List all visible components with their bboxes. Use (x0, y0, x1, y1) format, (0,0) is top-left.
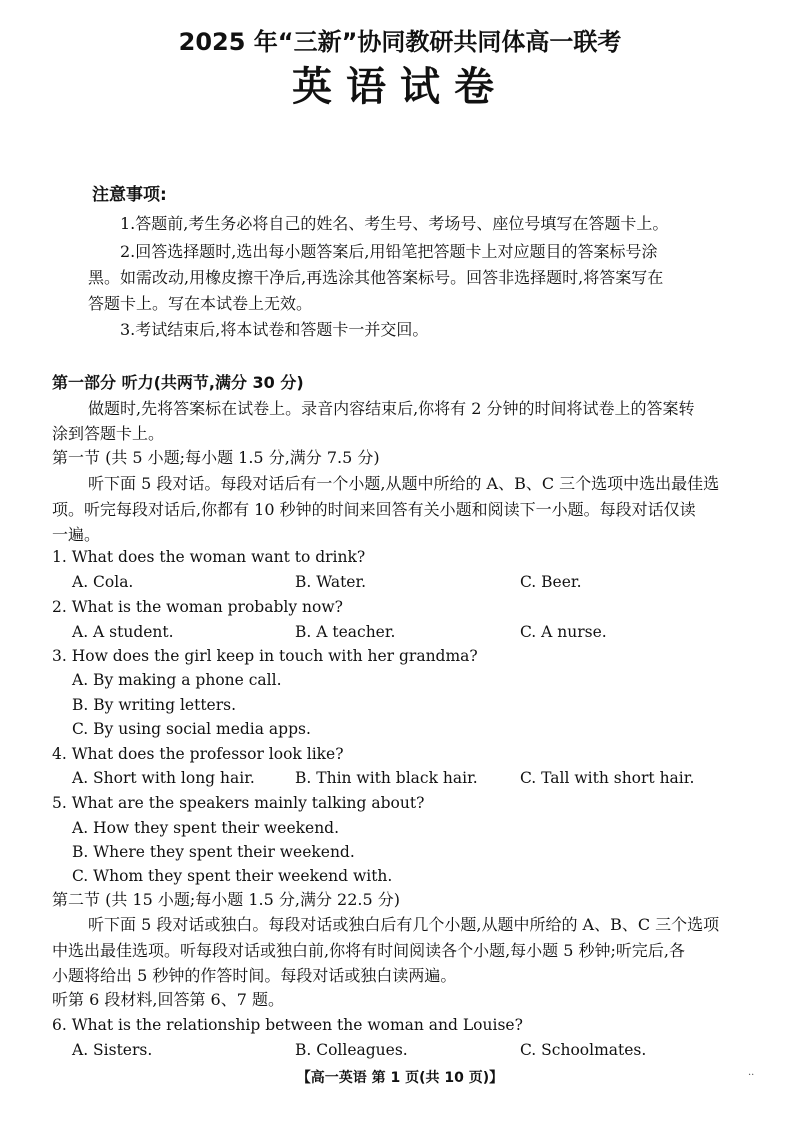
question-6-option-b: B. Colleagues. (295, 1041, 408, 1059)
question-4-option-a: A. Short with long hair. (72, 769, 255, 787)
question-5-option-b: B. Where they spent their weekend. (72, 843, 355, 861)
part1-intro-line-1: 做题时,先将答案标在试卷上。录音内容结束后,你将有 2 分钟的时间将试卷上的答案转 (88, 399, 695, 418)
exam-subtitle: 英语试卷 (292, 64, 508, 110)
question-2-option-a: A. A student. (72, 623, 174, 641)
question-1-option-b: B. Water. (295, 573, 367, 591)
question-2-option-b: B. A teacher. (295, 623, 396, 641)
question-5-option-c: C. Whom they spent their weekend with. (72, 867, 393, 885)
material-6-note: 听第 6 段材料,回答第 6、7 题。 (52, 990, 284, 1009)
question-1-option-a: A. Cola. (72, 573, 134, 591)
part1-heading: 第一部分 听力(共两节,满分 30 分) (52, 373, 304, 392)
section1-instr-line-2: 项。听完每段对话后,你都有 10 秒钟的时间来回答有关小题和阅读下一小题。每段对话仅读 (52, 500, 696, 519)
page-footer: 【高一英语 第 1 页(共 10 页)】 (296, 1070, 504, 1086)
notice-item-1: 1.答题前,考生务必将自己的姓名、考生号、考场号、座位号填写在答题卡上。 (120, 214, 669, 233)
question-3-stem: 3. How does the girl keep in touch with her grandma? (52, 647, 478, 665)
question-6-option-a: A. Sisters. (72, 1041, 153, 1059)
question-3-option-a: A. By making a phone call. (72, 671, 282, 689)
question-6-stem: 6. What is the relationship between the woman and Louise? (52, 1016, 523, 1034)
question-3-option-c: C. By using social media apps. (72, 720, 311, 738)
question-2-stem: 2. What is the woman probably now? (52, 598, 343, 616)
section2-instr-line-2: 中选出最佳选项。听每段对话或独白前,你将有时间阅读各个小题,每小题 5 秒钟;听完后,各 (52, 941, 686, 960)
question-2-option-c: C. A nurse. (520, 623, 607, 641)
question-5-option-a: A. How they spent their weekend. (72, 819, 340, 837)
corner-mark: ·· (748, 1070, 755, 1081)
question-1-option-c: C. Beer. (520, 573, 582, 591)
question-6-option-c: C. Schoolmates. (520, 1041, 647, 1059)
section1-instr-line-3: 一遍。 (52, 525, 101, 544)
question-5-stem: 5. What are the speakers mainly talking about? (52, 794, 425, 812)
question-4-stem: 4. What does the professor look like? (52, 745, 344, 763)
notice-item-2-line-3: 答题卡上。写在本试卷上无效。 (88, 294, 313, 313)
notice-item-2-line-2: 黑。如需改动,用橡皮擦干净后,再选涂其他答案标号。回答非选择题时,将答案写在 (88, 268, 664, 287)
question-1-stem: 1. What does the woman want to drink? (52, 548, 366, 566)
notice-item-3: 3.考试结束后,将本试卷和答题卡一并交回。 (120, 320, 429, 339)
section1-heading: 第一节 (共 5 小题;每小题 1.5 分,满分 7.5 分) (52, 448, 380, 467)
section2-heading: 第二节 (共 15 小题;每小题 1.5 分,满分 22.5 分) (52, 890, 400, 909)
question-4-option-c: C. Tall with short hair. (520, 769, 695, 787)
section1-instr-line-1: 听下面 5 段对话。每段对话后有一个小题,从题中所给的 A、B、C 三个选项中选出最佳选 (88, 474, 720, 493)
question-3-option-b: B. By writing letters. (72, 696, 237, 714)
exam-title: 2025 年“三新”协同教研共同体高一联考 (178, 28, 622, 56)
section2-instr-line-1: 听下面 5 段对话或独白。每段对话或独白后有几个小题,从题中所给的 A、B、C 三个选项 (88, 915, 720, 934)
question-4-option-b: B. Thin with black hair. (295, 769, 478, 787)
notice-item-2-line-1: 2.回答选择题时,选出每小题答案后,用铅笔把答题卡上对应题目的答案标号涂 (120, 242, 658, 261)
part1-intro-line-2: 涂到答题卡上。 (52, 424, 165, 443)
section2-instr-line-3: 小题将给出 5 秒钟的作答时间。每段对话或独白读两遍。 (52, 966, 457, 985)
notice-heading: 注意事项: (92, 185, 167, 205)
